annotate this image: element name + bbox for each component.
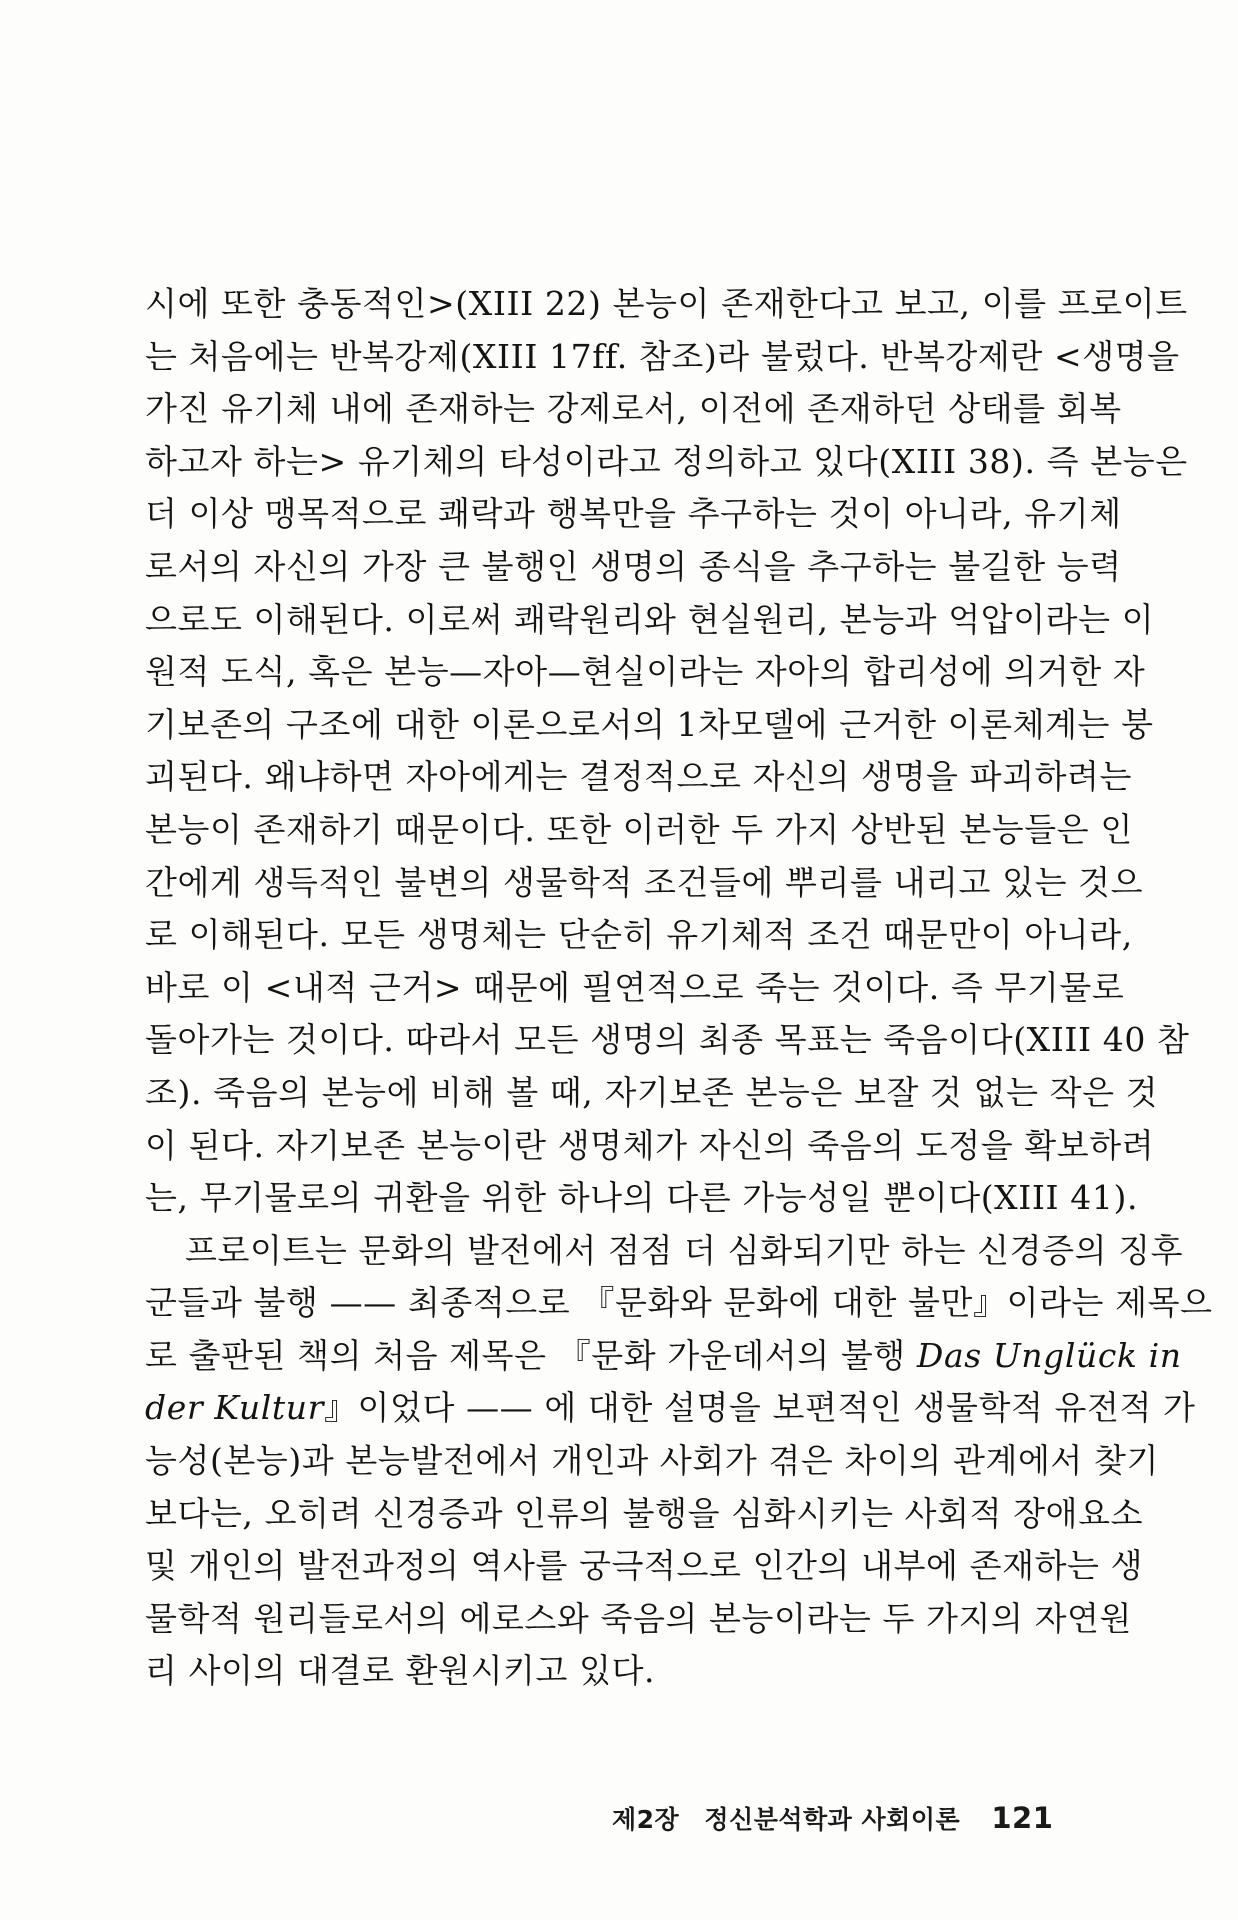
text-line: 로 이해된다. 모든 생명체는 단순히 유기체적 조건 때문만이 아니라, (145, 915, 1133, 955)
text-line: 괴된다. 왜냐하면 자아에게는 결정적으로 자신의 생명을 파괴하려는 (145, 757, 1133, 797)
text-line: 더 이상 맹목적으로 쾌락과 행복만을 추구하는 것이 아니라, 유기체 (145, 494, 1122, 534)
section-title: 정신분석학과 사회이론 (704, 1805, 961, 1834)
body-text (145, 278, 1213, 1698)
text-line: 는 처음에는 반복강제(XIII 17ff. 참조)라 불렀다. 반복강제란 <생명을 (145, 336, 1180, 376)
text-line: 로서의 자신의 가장 큰 불행인 생명의 종식을 추구하는 불길한 능력 (145, 546, 1122, 586)
text-line: 군들과 불행 —— 최종적으로 『문화와 문화에 대한 불만』이라는 제목으 (145, 1283, 1213, 1323)
text-line: 간에게 생득적인 불변의 생물학적 조건들에 뿌리를 내리고 있는 것으 (145, 862, 1144, 902)
text-line: 보다는, 오히려 신경증과 인류의 불행을 심화시키는 사회적 장애요소 (145, 1493, 1144, 1533)
text-line (145, 1382, 1196, 1435)
text-line (145, 1330, 1182, 1383)
paragraph-1 (145, 278, 1190, 1225)
italic-title: Das Unglück in (916, 1335, 1182, 1375)
text-line: 기보존의 구조에 대한 이론으로서의 1차모델에 근거한 이론체계는 붕 (145, 704, 1154, 744)
text-line: 시에 또한 충동적인>(XIII 22) 본능이 존재한다고 보고, 이를 프로이트 (145, 284, 1188, 323)
text-line: 는, 무기물로의 귀환을 위한 하나의 다른 가능성일 뿐이다(XIII 41). (145, 1178, 1139, 1218)
chapter-label: 제2장 (612, 1805, 680, 1834)
page-number: 121 (991, 1801, 1054, 1835)
text-line: 바로 이 <내적 근거> 때문에 필연적으로 죽는 것이다. 즉 무기물로 (145, 967, 1125, 1007)
text-line: 리 사이의 대결로 환원시키고 있다. (145, 1651, 656, 1691)
text-line: 및 개인의 발전과정의 역사를 궁극적으로 인간의 내부에 존재하는 생 (145, 1546, 1144, 1586)
text-line: 으로도 이해된다. 이로써 쾌락원리와 현실원리, 본능과 억압이라는 이 (145, 599, 1155, 639)
text-line: 본능이 존재하기 때문이다. 또한 이러한 두 가지 상반된 본능들은 인 (145, 809, 1133, 849)
paragraph-2 (145, 1225, 1213, 1698)
text-line: 원적 도식, 혹은 본능—자아—현실이라는 자아의 합리성에 의거한 자 (145, 652, 1146, 692)
text-segment: 』이었다 —— 에 대한 설명을 보편적인 생물학적 유전적 가 (323, 1388, 1196, 1428)
text-line: 이 된다. 자기보존 본능이란 생명체가 자신의 죽음의 도정을 확보하려 (145, 1125, 1155, 1165)
text-line: 돌아가는 것이다. 따라서 모든 생명의 최종 목표는 죽음이다(XIII 40 참 (145, 1020, 1190, 1060)
text-line: 가진 유기체 내에 존재하는 강제로서, 이전에 존재하던 상태를 회복 (145, 389, 1122, 429)
page-footer (612, 1800, 1052, 1836)
italic-title: der Kultur (145, 1388, 324, 1428)
text-segment: 로 출판된 책의 처음 제목은 『문화 가운데서의 불행 (145, 1335, 917, 1375)
text-line: 프로이트는 문화의 발전에서 점점 더 심화되기만 하는 신경증의 징후 (185, 1230, 1184, 1270)
text-line: 조). 죽음의 본능에 비해 볼 때, 자기보존 본능은 보잘 것 없는 작은 것 (145, 1072, 1159, 1112)
text-line: 능성(본능)과 본능발전에서 개인과 사회가 겪은 차이의 관계에서 찾기 (145, 1441, 1159, 1481)
text-line: 물학적 원리들로서의 에로스와 죽음의 본능이라는 두 가지의 자연원 (145, 1598, 1133, 1638)
text-line: 하고자 하는> 유기체의 타성이라고 정의하고 있다(XIII 38). 즉 본능은 (145, 441, 1188, 481)
